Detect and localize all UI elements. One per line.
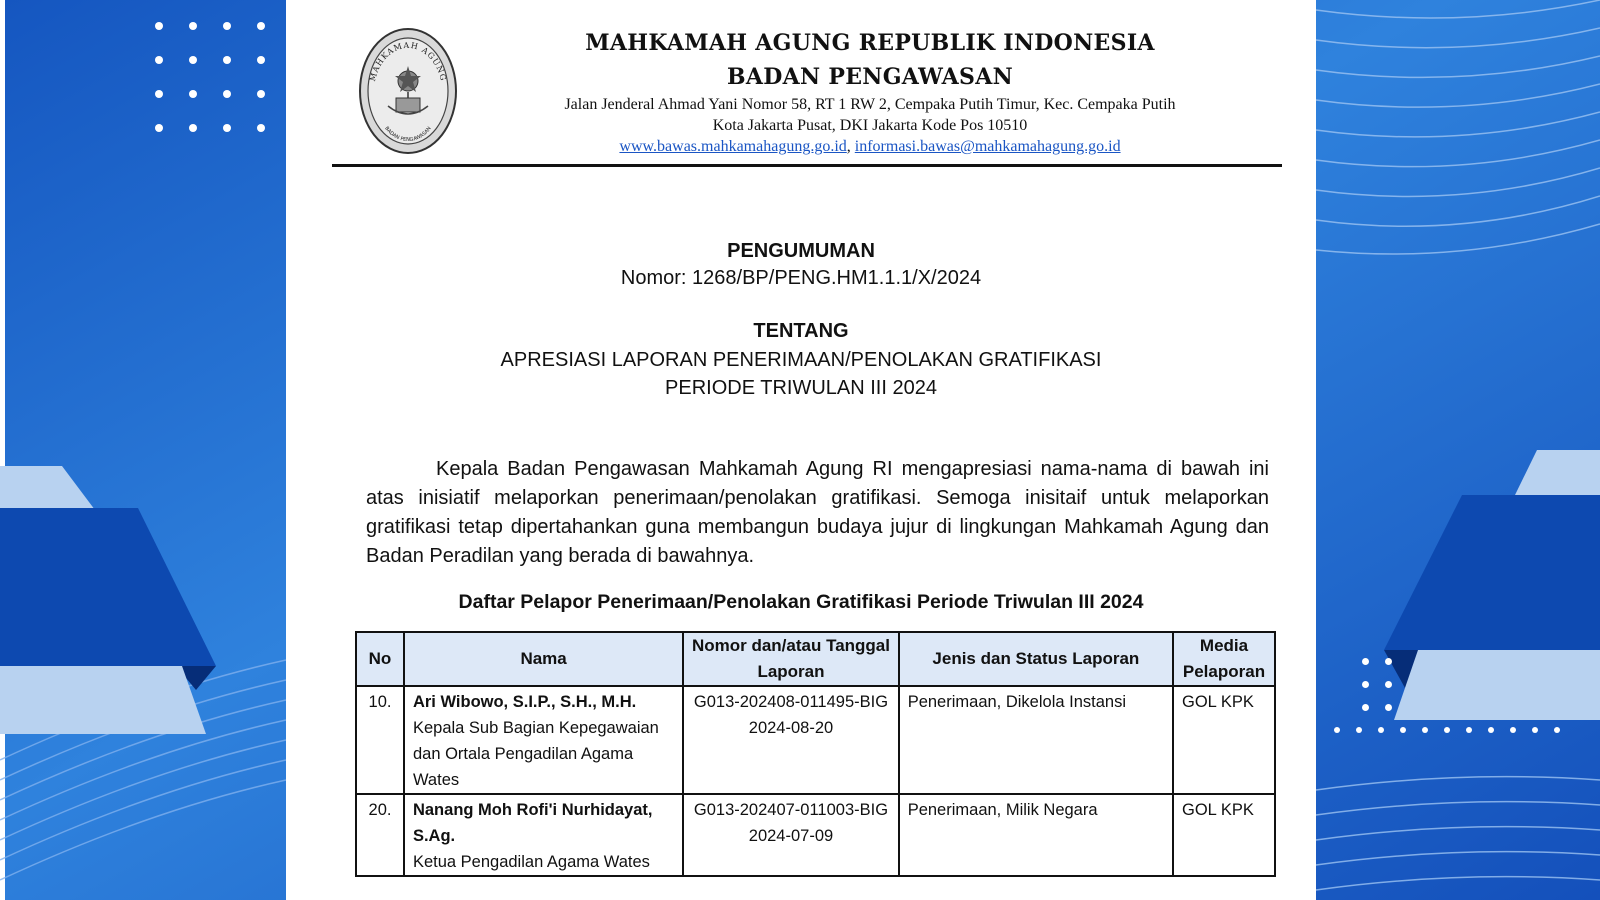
announcement-number: Nomor: 1268/BP/PENG.HM1.1.1/X/2024: [620, 267, 982, 289]
row-name: Nanang Moh Rofi'i Nurhidayat, S.Ag. Ketua Pengadilan Agama Wates: [404, 794, 683, 876]
row-no: 10.: [356, 686, 404, 794]
table-header-row: [356, 632, 1275, 686]
letterhead-divider: [332, 164, 1282, 167]
website-link[interactable]: www.bawas.mahkamahagung.go.id: [619, 138, 847, 155]
announcement-heading: PENGUMUMAN: [727, 240, 875, 262]
row-report-number-date: G013-202407-011003-BIG 2024-07-09: [683, 794, 898, 876]
row-no: 20.: [356, 794, 404, 876]
header-number-date: Nomor dan/atau Tanggal Laporan: [683, 632, 898, 686]
row-media: GOL KPK: [1173, 794, 1275, 876]
table-row: [356, 794, 1275, 876]
address-line-1: Jalan Jenderal Ahmad Yani Nomor 58, RT 1 RW 2, Cempaka Putih Timur, Kec. Cempaka Putih: [564, 96, 1176, 113]
left-shape-light-bottom: [0, 666, 206, 734]
dot-grid-top-left: [155, 22, 265, 132]
contact-links: [470, 136, 1270, 157]
dot-grid-bottom-right-b: [1334, 727, 1560, 733]
about-label: TENTANG: [753, 320, 849, 342]
table-row: [356, 686, 1275, 794]
table-title: Daftar Pelapor Penerimaan/Penolakan Gratifikasi Periode Triwulan III 2024: [458, 591, 1144, 613]
svg-text:MAHKAMAH AGUNG: MAHKAMAH AGUNG: [367, 40, 448, 83]
address-line-2: Kota Jakarta Pusat, DKI Jakarta Kode Pos 10510: [712, 117, 1028, 134]
header-type-status: Jenis dan Status Laporan: [899, 632, 1173, 686]
letterhead: [470, 26, 1270, 157]
row-type-status: Penerimaan, Dikelola Instansi: [899, 686, 1173, 794]
header-media: Media Pelaporan: [1173, 632, 1275, 686]
row-type-status: Penerimaan, Milik Negara: [899, 794, 1173, 876]
email-link[interactable]: informasi.bawas@mahkamahagung.go.id: [854, 138, 1121, 155]
link-separator: ,: [846, 138, 855, 155]
row-name: Ari Wibowo, S.I.P., S.H., M.H. Kepala Sub Bagian Kepegawaian dan Ortala Pengadilan Agama Wates: [404, 686, 683, 794]
row-report-number-date: G013-202408-011495-BIG 2024-08-20: [683, 686, 898, 794]
svg-text:BADAN PENGAWASAN: BADAN PENGAWASAN: [383, 125, 433, 144]
unit-name: BADAN PENGAWASAN: [727, 64, 1013, 90]
announcement-body: Kepala Badan Pengawasan Mahkamah Agung RI mengapresiasi nama-nama di bawah ini atas inisiatif melaporkan penerimaan/penolakan gratifikasi. Semoga inisitaif untuk melaporkan gratifikasi tetap dipertahankan guna membangun budaya jujur di lingkungan Mahkamah Agung dan Badan Peradilan yang berada di bawahnya.: [366, 458, 1269, 567]
subject-line-2: PERIODE TRIWULAN III 2024: [665, 377, 937, 399]
header-name: Nama: [404, 632, 683, 686]
mahkamah-agung-seal: [358, 26, 458, 156]
header-no: No: [356, 632, 404, 686]
dot-grid-bottom-right-a: [1362, 658, 1392, 711]
subject-line-1: APRESIASI LAPORAN PENERIMAAN/PENOLAKAN GRATIFIKASI: [500, 349, 1102, 371]
row-media: GOL KPK: [1173, 686, 1275, 794]
reporter-table: [355, 631, 1276, 877]
right-shape-light-bottom: [1394, 650, 1600, 720]
institution-name: MAHKAMAH AGUNG REPUBLIK INDONESIA: [585, 30, 1155, 56]
